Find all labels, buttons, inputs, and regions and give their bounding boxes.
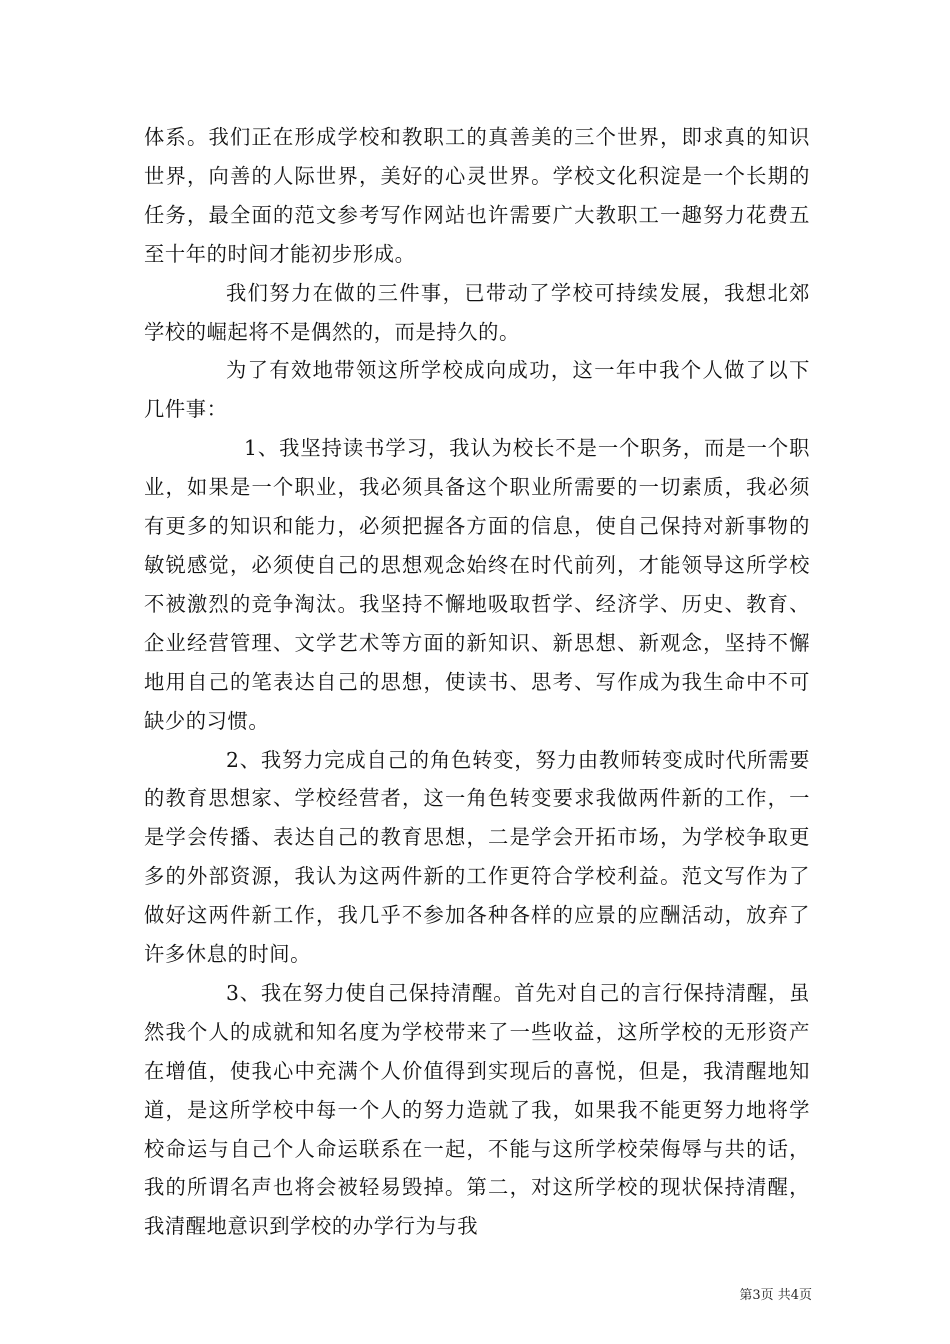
page-number-footer: 第3页 共4页 <box>739 1288 812 1303</box>
paragraph-personal-work-intro: 为了有效地带领这所学校成向成功，这一年中我个人做了以下几件事： <box>144 358 810 422</box>
paragraph-culture-system: 体系。我们正在形成学校和教职工的真善美的三个世界，即求真的知识世界，向善的人际世界，美好的心灵世界。学校文化积淀是一个长期的任务，最全面的范文参考写作网站也许需要广大教职工一趣努力花费五至十年的时间才能初步形成。 <box>144 125 810 266</box>
paragraph-item-2-role-change: 2、我努力完成自己的角色转变，努力由教师转变成时代所需要的教育思想家、学校经营者，这一角色转变要求我做两件新的工作，一是学会传播、表达自己的教育思想，二是学会开拓市场，为学校争取更多的外部资源，我认为这两件新的工作更符合学校利益。范文写作为了做好这两件新工作，我几乎不参加各种各样的应景的应酬活动，放弃了许多休息的时间。 <box>144 747 810 967</box>
paragraph-three-things: 我们努力在做的三件事，已带动了学校可持续发展，我想北郊学校的崛起将不是偶然的，而是持久的。 <box>144 280 810 344</box>
paragraph-item-1-reading: 1、我坚持读书学习，我认为校长不是一个职务，而是一个职业，如果是一个职业，我必须具备这个职业所需要的一切素质，我必须有更多的知识和能力，必须把握各方面的信息，使自己保持对新事物的敏锐感觉，必须使自己的思想观念始终在时代前列，才能领导这所学校不被激烈的竞争淘汰。我坚持不懈地吸取哲学、经济学、历史、教育、企业经营管理、文学艺术等方面的新知识、新思想、新观念，坚持不懈地用自己的笔表达自己的思想，使读书、思考、写作成为我生命中不可缺少的习惯。 <box>144 436 810 733</box>
document-body <box>144 118 810 1246</box>
paragraph-item-3-stay-clear: 3、我在努力使自己保持清醒。首先对自己的言行保持清醒，虽然我个人的成就和知名度为学校带来了一些收益，这所学校的无形资产在增值，使我心中充满个人价值得到实现后的喜悦，但是，我清醒地知道，是这所学校中每一个人的努力造就了我，如果我不能更努力地将学校命运与自己个人命运联系在一起，不能与这所学校荣侮辱与共的话，我的所谓名声也将会被轻易毁掉。第二，对这所学校的现状保持清醒，我清醒地意识到学校的办学行为与我 <box>144 980 810 1239</box>
